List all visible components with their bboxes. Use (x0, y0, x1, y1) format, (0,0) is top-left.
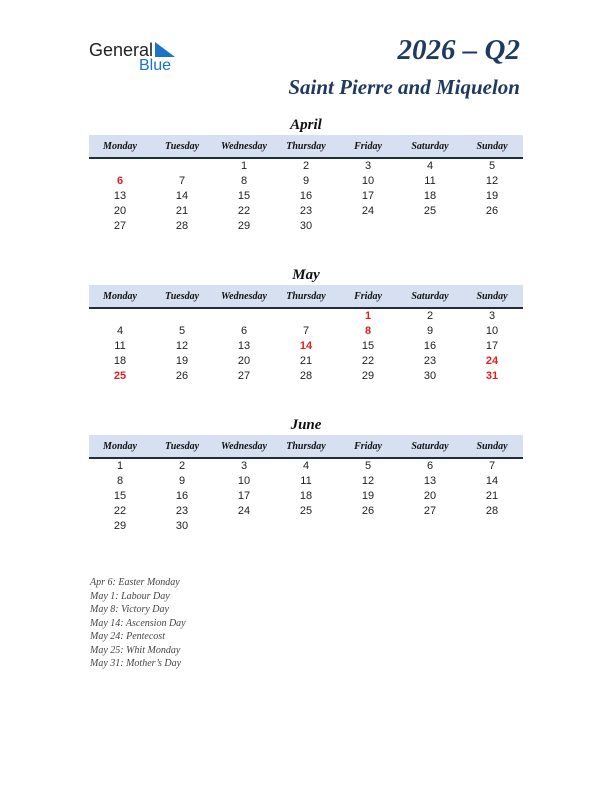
day-cell: 13 (237, 340, 251, 352)
day-cell: 9 (178, 475, 186, 487)
empty-day-cell (337, 519, 399, 534)
weekday-header: Sunday (461, 435, 523, 458)
week-row (89, 519, 523, 534)
day-cell: 3 (364, 160, 372, 172)
logo-text-general: General (89, 40, 154, 60)
day-cell: 4 (426, 160, 434, 172)
day-cell: 5 (488, 160, 496, 172)
day-cell: 10 (237, 475, 251, 487)
day-cell: 12 (485, 175, 499, 187)
weekday-header: Friday (337, 135, 399, 158)
day-cell: 8 (116, 475, 124, 487)
day-cell: 12 (361, 475, 375, 487)
day-cell: 3 (488, 310, 496, 322)
day-cell: 16 (175, 490, 189, 502)
day-cell: 17 (485, 340, 499, 352)
day-cell: 5 (178, 325, 186, 337)
day-cell: 6 (426, 460, 434, 472)
day-cell: 26 (485, 205, 499, 217)
day-cell: 4 (116, 325, 124, 337)
empty-day-cell (151, 158, 213, 174)
month-title: May (292, 267, 320, 283)
empty-day-cell (461, 519, 523, 534)
week-row (89, 458, 523, 474)
week-row (89, 489, 523, 504)
day-cell: 9 (426, 325, 434, 337)
day-cell: 14 (485, 475, 499, 487)
weekday-header: Friday (337, 435, 399, 458)
day-cell: 17 (361, 190, 375, 202)
day-cell: 15 (237, 190, 251, 202)
day-cell: 11 (424, 175, 436, 187)
weekday-header: Monday (89, 135, 151, 158)
day-cell: 21 (175, 205, 189, 217)
week-row (89, 324, 523, 339)
week-row (89, 158, 523, 174)
logo-text-blue: Blue (139, 57, 172, 74)
day-cell: 7 (488, 460, 496, 472)
day-cell: 8 (240, 175, 248, 187)
week-row (89, 204, 523, 219)
day-cell: 20 (237, 355, 251, 367)
day-cell: 11 (300, 475, 312, 487)
day-cell: 26 (175, 370, 189, 382)
day-cell: 22 (237, 205, 251, 217)
day-cell: 15 (361, 340, 375, 352)
day-cell: 6 (116, 175, 124, 187)
day-cell: 16 (299, 190, 313, 202)
day-cell: 20 (113, 205, 127, 217)
holiday-note: Apr 6: Easter Monday (90, 577, 180, 588)
week-row (89, 308, 523, 324)
holiday-note: May 1: Labour Day (90, 590, 170, 602)
weekday-header: Wednesday (213, 285, 275, 308)
month-may (89, 266, 523, 384)
empty-day-cell (89, 158, 151, 174)
weekday-header: Wednesday (213, 435, 275, 458)
day-cell: 23 (299, 205, 313, 217)
day-cell: 19 (361, 490, 375, 502)
weekday-header: Monday (89, 435, 151, 458)
weekday-header: Saturday (399, 135, 461, 158)
day-cell: 29 (113, 520, 127, 532)
empty-day-cell (275, 308, 337, 324)
day-cell: 24 (237, 505, 251, 517)
day-cell: 18 (423, 190, 437, 202)
holiday-note: May 24: Pentecost (90, 631, 165, 642)
holiday-note: May 31: Mother’s Day (90, 658, 182, 669)
day-cell: 6 (240, 325, 248, 337)
day-cell: 10 (485, 325, 499, 337)
weekday-header: Monday (89, 285, 151, 308)
day-cell: 24 (485, 355, 499, 367)
day-cell: 30 (175, 520, 189, 532)
day-cell: 7 (178, 175, 186, 187)
day-cell: 19 (175, 355, 189, 367)
day-cell: 28 (485, 505, 499, 517)
day-cell: 29 (237, 220, 251, 232)
weekday-header: Tuesday (151, 285, 213, 308)
day-cell: 24 (361, 205, 375, 217)
day-cell: 1 (116, 460, 124, 472)
weekday-header: Thursday (275, 435, 337, 458)
calendar-grid (89, 135, 523, 234)
weekday-header: Friday (337, 285, 399, 308)
weekday-header: Thursday (275, 285, 337, 308)
day-cell: 28 (299, 370, 313, 382)
month-april (89, 116, 523, 234)
day-cell: 21 (485, 490, 499, 502)
logo-flag-icon (153, 42, 177, 58)
empty-day-cell (213, 308, 275, 324)
day-cell: 11 (114, 340, 126, 352)
day-cell: 7 (302, 325, 310, 337)
day-cell: 3 (240, 460, 248, 472)
weekday-header: Tuesday (151, 435, 213, 458)
day-cell: 1 (364, 310, 372, 322)
month-title: April (290, 117, 322, 133)
empty-day-cell (213, 519, 275, 534)
calendar-grid (89, 435, 523, 534)
week-row (89, 219, 523, 234)
day-cell: 20 (423, 490, 437, 502)
day-cell: 23 (423, 355, 437, 367)
holiday-note: May 14: Ascension Day (90, 617, 186, 629)
day-cell: 1 (240, 160, 248, 172)
weekday-header: Sunday (461, 285, 523, 308)
empty-day-cell (337, 219, 399, 234)
general-blue-logo (89, 40, 189, 76)
empty-day-cell (399, 519, 461, 534)
day-cell: 4 (302, 460, 310, 472)
day-cell: 8 (364, 325, 372, 337)
day-cell: 30 (299, 220, 313, 232)
empty-day-cell (399, 219, 461, 234)
calendar-grid (89, 285, 523, 384)
day-cell: 30 (423, 370, 437, 382)
month-june (89, 416, 523, 534)
week-row (89, 174, 523, 189)
day-cell: 28 (175, 220, 189, 232)
day-cell: 31 (485, 370, 499, 382)
week-row (89, 504, 523, 519)
weekday-header: Saturday (399, 285, 461, 308)
day-cell: 27 (423, 505, 437, 517)
holiday-note: May 25: Whit Monday (90, 644, 181, 656)
day-cell: 18 (113, 355, 127, 367)
weekday-header: Thursday (275, 135, 337, 158)
page-subtitle: Saint Pierre and Miquelon (288, 75, 520, 99)
day-cell: 25 (423, 205, 437, 217)
day-cell: 26 (361, 505, 375, 517)
day-cell: 12 (175, 340, 189, 352)
holiday-note: May 8: Victory Day (90, 604, 169, 615)
day-cell: 27 (113, 220, 127, 232)
week-row (89, 354, 523, 369)
day-cell: 10 (361, 175, 375, 187)
day-cell: 2 (302, 160, 310, 172)
day-cell: 25 (299, 505, 313, 517)
day-cell: 22 (361, 355, 375, 367)
day-cell: 17 (237, 490, 251, 502)
holiday-notes (90, 576, 186, 671)
weekday-header: Saturday (399, 435, 461, 458)
day-cell: 27 (237, 370, 251, 382)
day-cell: 19 (485, 190, 499, 202)
day-cell: 29 (361, 370, 375, 382)
page-title: 2026 – Q2 (397, 34, 520, 66)
weekday-header: Sunday (461, 135, 523, 158)
week-row (89, 474, 523, 489)
day-cell: 14 (175, 190, 189, 202)
empty-day-cell (151, 308, 213, 324)
day-cell: 13 (113, 190, 127, 202)
day-cell: 14 (299, 340, 313, 352)
day-cell: 16 (423, 340, 437, 352)
day-cell: 25 (113, 370, 127, 382)
day-cell: 21 (299, 355, 313, 367)
empty-day-cell (461, 219, 523, 234)
day-cell: 15 (113, 490, 127, 502)
day-cell: 23 (175, 505, 189, 517)
day-cell: 18 (299, 490, 313, 502)
week-row (89, 369, 523, 384)
month-title: June (290, 417, 322, 433)
day-cell: 9 (302, 175, 310, 187)
day-cell: 2 (426, 310, 434, 322)
empty-day-cell (275, 519, 337, 534)
day-cell: 5 (364, 460, 372, 472)
day-cell: 13 (423, 475, 437, 487)
week-row (89, 339, 523, 354)
weekday-header: Tuesday (151, 135, 213, 158)
day-cell: 22 (113, 505, 127, 517)
empty-day-cell (89, 308, 151, 324)
weekday-header: Wednesday (213, 135, 275, 158)
day-cell: 2 (178, 460, 186, 472)
week-row (89, 189, 523, 204)
